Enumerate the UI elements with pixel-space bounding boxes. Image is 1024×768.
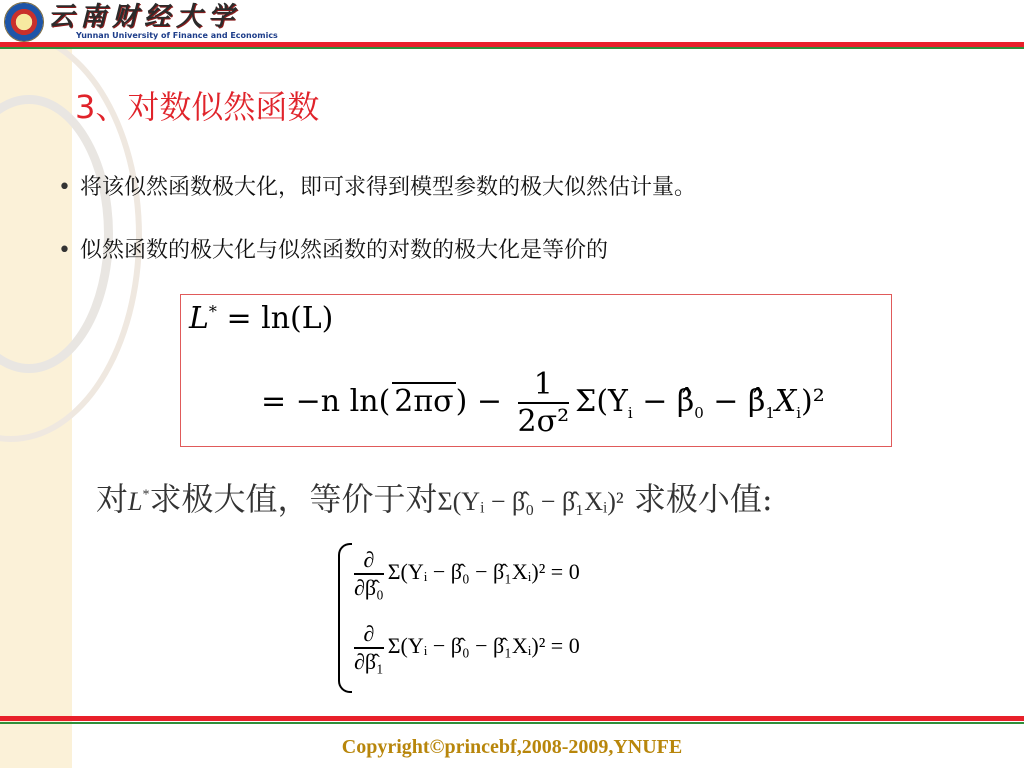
university-seal-icon [4,2,44,42]
logo-english-name: Yunnan University of Finance and Economics [76,31,278,40]
fraction-denominator: 2σ² [517,404,570,439]
system-expression-1: Σ(Yᵢ − β̂₀ − β̂₁Xᵢ)² = 0 [387,559,580,585]
subscript-1: 1 [765,404,775,422]
bullet-dot: • [58,175,71,200]
fraction [518,367,570,439]
formula-after-sqrt: ) − [455,384,512,419]
statement-middle: 求极大值，等价于对 [149,480,438,518]
formula-lhs: L [189,301,209,336]
bullet-text-2: 似然函数的极大化与似然函数的对数的极大化是等价的 [80,238,609,263]
variable-x: X [774,384,797,419]
bullet-item-2 [58,233,608,264]
copyright-footer: Copyright©princebf,2008-2009,YNUFE [341,736,683,758]
formula-line-1 [189,301,333,336]
partial-fraction-1 [354,547,384,601]
university-logo [4,2,294,42]
header-green-rule [0,47,1024,49]
subscript-0: 0 [694,404,704,422]
partial-denominator-beta0: ∂β̂₀ [354,575,384,600]
formula-star: * [208,302,217,321]
slide-title: 3、对数似然函数 [75,88,320,126]
formula-end: )² [801,384,825,419]
equivalence-statement [96,474,773,520]
partial-numerator: ∂ [354,547,384,575]
bullet-text-1: 将该似然函数极大化，即可求得到模型参数的极大似然估计量。 [80,175,697,200]
subscript-i: i [627,404,633,422]
formula-prefix: = −n ln( [261,384,391,419]
sum-term: Σ(Y [575,384,628,419]
sqrt-term: 2πσ [394,384,454,419]
formula-rhs: = ln(L) [216,301,334,336]
partial-numerator: ∂ [354,621,384,649]
statement-L: L [128,487,143,516]
fraction-numerator: 1 [518,367,570,404]
beta-hat-0: − β̂ [632,384,695,419]
formula-line-2 [261,367,825,439]
left-brace [338,543,352,693]
system-equation-2 [354,621,580,675]
footer-green-rule [0,722,1024,724]
bullet-item-1 [58,170,696,201]
equation-system [338,543,708,691]
subscript-i-x: i [796,404,802,422]
bullet-dot: • [58,238,71,263]
statement-prefix: 对 [96,480,129,518]
statement-star: * [142,487,150,503]
logo-chinese-name: 云南财经大学 [48,2,241,32]
formula-box [180,294,892,447]
statement-suffix: 求极小值: [623,480,773,518]
beta-hat-1: − β̂ [703,384,766,419]
statement-expression: Σ(Yᵢ − β̂₀ − β̂₁Xᵢ)² [437,487,624,516]
system-expression-2: Σ(Yᵢ − β̂₀ − β̂₁Xᵢ)² = 0 [387,633,580,659]
system-equation-1 [354,547,580,601]
partial-denominator-beta1: ∂β̂₁ [354,649,384,674]
partial-fraction-2 [354,621,384,675]
footer-red-rule [0,716,1024,721]
